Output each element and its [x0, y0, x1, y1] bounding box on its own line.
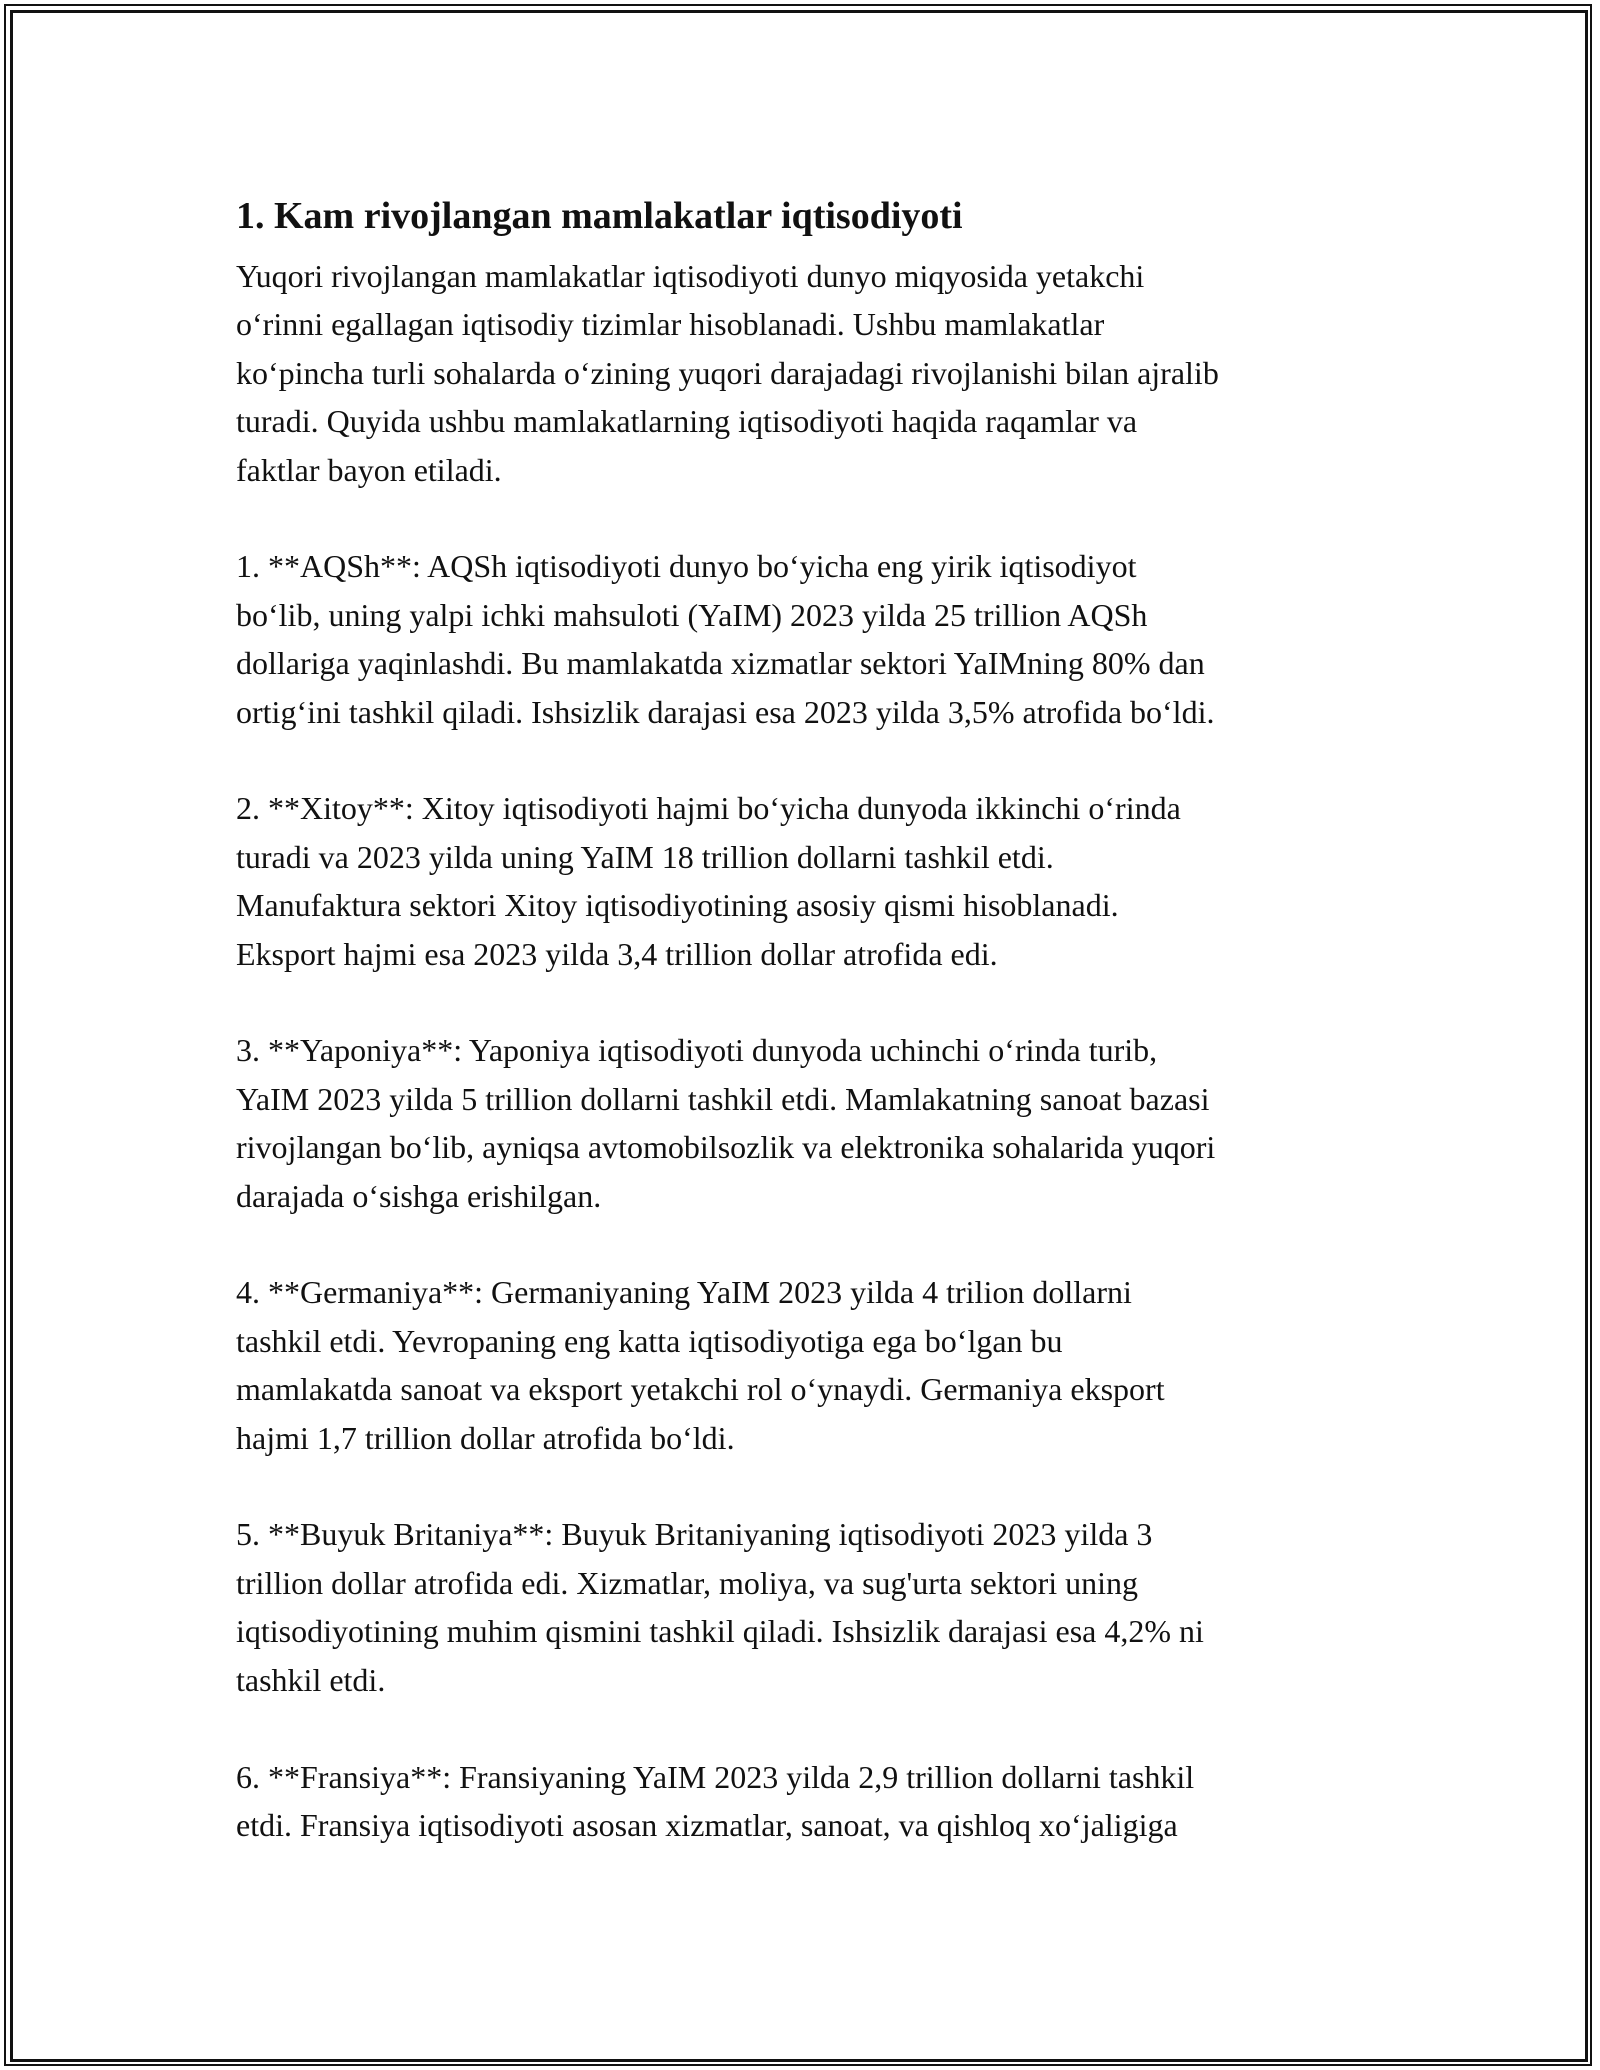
document-title: 1. Kam rivojlangan mamlakatlar iqtisodiyoti: [236, 195, 963, 237]
paragraph-usa: 1. **AQSh**: AQSh iqtisodiyoti dunyo bo‘yicha eng yirik iqtisodiyot bo‘lib, uning yalpi ichki mahsuloti (YaIM) 2023 yilda 25 trillion AQSh dollariga yaqinlashdi. Bu mamlakatda xizmatlar sektori YaIMning 80% dan ortig‘ini tashkil qiladi. Ishsizlik darajasi esa 2023 yilda 3,5% atrofida bo‘ldi.: [236, 548, 1215, 730]
document-body: [236, 186, 1386, 1898]
intro-paragraph: Yuqori rivojlangan mamlakatlar iqtisodiyoti dunyo miqyosida yetakchi o‘rinni egallagan iqtisodiy tizimlar hisoblanadi. Ushbu mamlakatlar ko‘pincha turli sohalarda o‘zining yuqori darajadagi rivojlanishi bilan ajralib turadi. Quyida ushbu mamlakatlarning iqtisodiyoti haqida raqamlar va faktlar bayon etiladi.: [236, 258, 1219, 488]
paragraph-uk: 5. **Buyuk Britaniya**: Buyuk Britaniyaning iqtisodiyoti 2023 yilda 3 trillion dollar atrofida edi. Xizmatlar, moliya, va sug'urta sektori uning iqtisodiyotining muhim qismini tashkil qiladi. Ishsizlik darajasi esa 4,2% ni tashkil etdi.: [236, 1516, 1204, 1698]
paragraph-japan: 3. **Yaponiya**: Yaponiya iqtisodiyoti dunyoda uchinchi o‘rinda turib, YaIM 2023 yilda 5 trillion dollarni tashkil etdi. Mamlakatning sanoat bazasi rivojlangan bo‘lib, ayniqsa avtomobilsozlik va elektronika sohalarida yuqori darajada o‘sishga erishilgan.: [236, 1032, 1216, 1214]
paragraph-china: 2. **Xitoy**: Xitoy iqtisodiyoti hajmi bo‘yicha dunyoda ikkinchi o‘rinda turadi va 2023 yilda uning YaIM 18 trillion dollarni tashkil etdi. Manufaktura sektori Xitoy iqtisodiyotining asosiy qismi hisoblanadi. Eksport hajmi esa 2023 yilda 3,4 trillion dollar atrofida edi.: [236, 790, 1181, 972]
paragraph-germany: 4. **Germaniya**: Germaniyaning YaIM 2023 yilda 4 trilion dollarni tashkil etdi. Yevropaning eng katta iqtisodiyotiga ega bo‘lgan bu mamlakatda sanoat va eksport yetakchi rol o‘ynaydi. Germaniya eksport hajmi 1,7 trillion dollar atrofida bo‘ldi.: [236, 1274, 1165, 1456]
paragraph-france: 6. **Fransiya**: Fransiyaning YaIM 2023 yilda 2,9 trillion dollarni tashkil etdi. Fransiya iqtisodiyoti asosan xizmatlar, sanoat, va qishloq xo‘jaligiga: [236, 1758, 1195, 1843]
